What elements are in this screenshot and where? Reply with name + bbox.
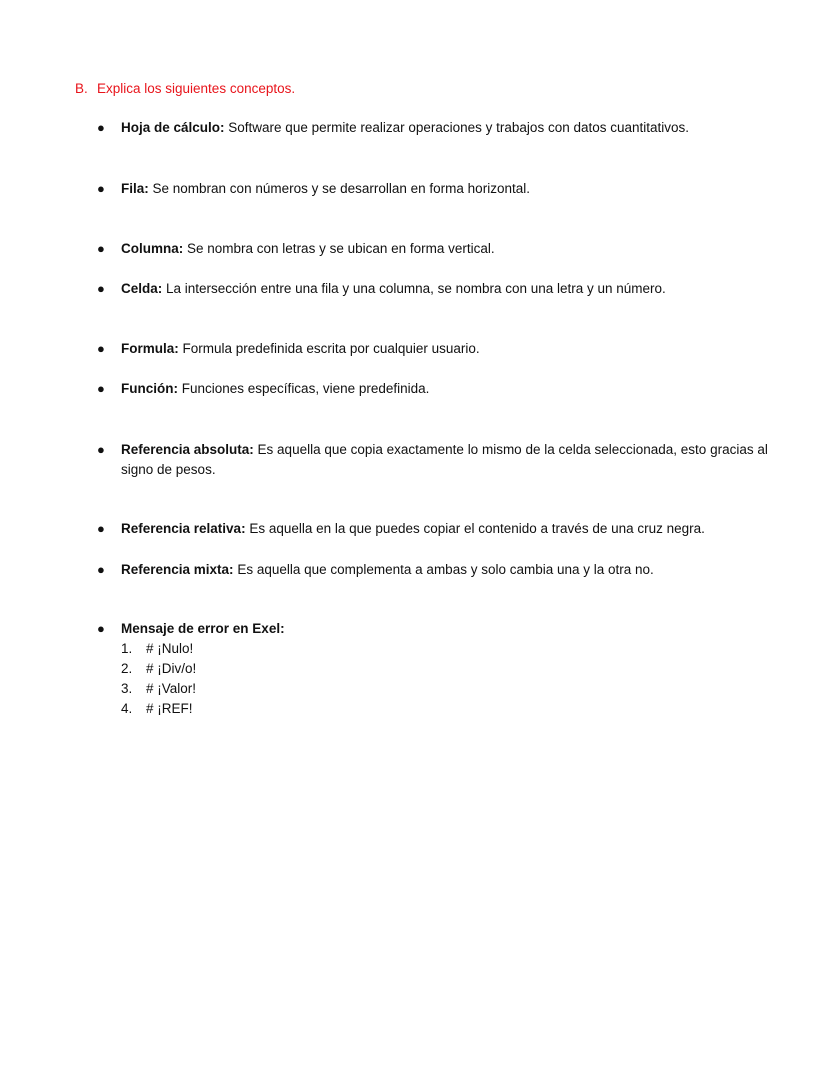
- bullet-icon: ●: [97, 562, 105, 577]
- bullet-icon: ●: [97, 281, 105, 296]
- concept-term: Fila:: [121, 181, 149, 196]
- list-item: [121, 639, 771, 659]
- concept-item-celda: [97, 279, 771, 299]
- bullet-icon: ●: [97, 341, 105, 356]
- concept-item-funcion: [97, 379, 771, 399]
- concept-term: Formula:: [121, 341, 179, 356]
- bullet-icon: ●: [97, 181, 105, 196]
- concept-term: Mensaje de error en Exel:: [121, 621, 285, 636]
- concept-definition: Es aquella que copia exactamente lo mismo de la celda seleccionada, esto gracias al signo de pesos.: [121, 442, 768, 477]
- error-label: # ¡REF!: [146, 701, 193, 716]
- concept-term: Referencia mixta:: [121, 562, 234, 577]
- list-number: 2.: [121, 661, 133, 676]
- section-title: Explica los siguientes conceptos.: [97, 81, 296, 96]
- concept-definition: Es aquella que complementa a ambas y solo cambia una y la otra no.: [233, 562, 654, 577]
- concept-definition: Se nombran con números y se desarrollan en forma horizontal.: [148, 181, 530, 196]
- error-label: # ¡Nulo!: [146, 641, 194, 656]
- error-label: # ¡Valor!: [146, 681, 197, 696]
- concept-item-fila: [97, 179, 771, 199]
- section-letter: B.: [75, 81, 88, 96]
- concept-definition: Formula predefinida escrita por cualquier usuario.: [178, 341, 480, 356]
- list-number: 4.: [121, 701, 133, 716]
- concept-term: Hoja de cálculo:: [121, 120, 225, 135]
- section-heading: [75, 80, 295, 98]
- concept-definition: Se nombra con letras y se ubican en forma vertical.: [183, 241, 495, 256]
- concept-item-referencia-relativa: [97, 519, 771, 539]
- bullet-icon: ●: [97, 381, 105, 396]
- error-message-list: [121, 639, 771, 719]
- list-item: [121, 679, 771, 699]
- concept-term: Referencia absoluta:: [121, 442, 254, 457]
- bullet-icon: ●: [97, 442, 105, 457]
- bullet-icon: ●: [97, 521, 105, 536]
- concept-term: Función:: [121, 381, 178, 396]
- concept-definition: Software que permite realizar operaciones y trabajos con datos cuantitativos.: [224, 120, 690, 135]
- bullet-icon: ●: [97, 621, 105, 636]
- concept-item-referencia-mixta: [97, 560, 771, 580]
- concept-definition: Es aquella en la que puedes copiar el contenido a través de una cruz negra.: [245, 521, 705, 536]
- error-label: # ¡Div/o!: [146, 661, 197, 676]
- concept-item-formula: [97, 339, 771, 359]
- list-number: 1.: [121, 641, 133, 656]
- concept-item-mensaje-de-error: [97, 619, 771, 719]
- bullet-icon: ●: [97, 120, 105, 135]
- concept-definition: Funciones específicas, viene predefinida.: [178, 381, 430, 396]
- list-number: 3.: [121, 681, 133, 696]
- list-item: [121, 699, 771, 719]
- concept-definition: La intersección entre una fila y una columna, se nombra con una letra y un número.: [162, 281, 666, 296]
- concept-item-columna: [97, 239, 771, 259]
- concept-item-hoja-de-calculo: [97, 118, 771, 138]
- bullet-icon: ●: [97, 241, 105, 256]
- concept-term: Celda:: [121, 281, 163, 296]
- concept-item-referencia-absoluta: [97, 440, 771, 480]
- list-item: [121, 659, 771, 679]
- concept-term: Referencia relativa:: [121, 521, 246, 536]
- concept-term: Columna:: [121, 241, 184, 256]
